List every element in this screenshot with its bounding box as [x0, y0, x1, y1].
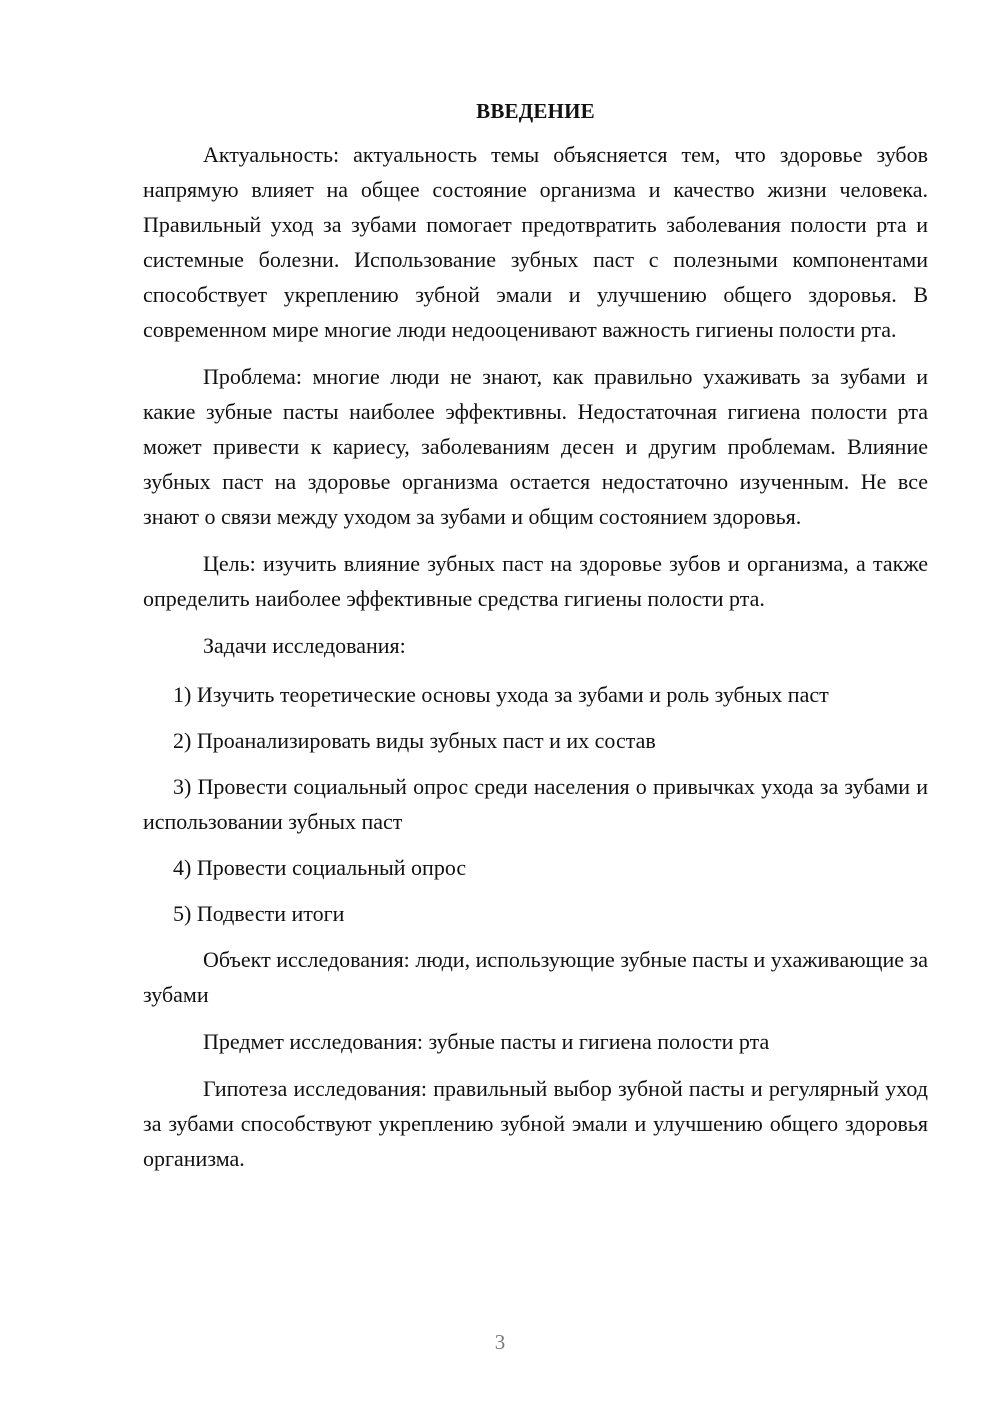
paragraph-tasks-title: Задачи исследования:: [203, 633, 406, 658]
paragraph-hypothesis: Гипотеза исследования: правильный выбор зубной пасты и регулярный уход за зубами способствуют укреплению зубной эмали и улучшению общего здоровья организма.: [143, 1076, 928, 1171]
section-heading: ВВЕДЕНИЕ: [476, 99, 595, 123]
paragraph-object: Объект исследования: люди, использующие зубные пасты и ухаживающие за зубами: [143, 947, 928, 1007]
paragraph-problem: Проблема: многие люди не знают, как правильно ухаживать за зубами и какие зубные пасты наиболее эффективны. Недостаточная гигиена полости рта может привести к кариесу, заболеваниям десен и другим проблемам. Влияние зубных паст на здоровье организма остается недостаточно изученным. Не все знают о связи между уходом за зубами и общим состоянием здоровья.: [143, 364, 928, 529]
paragraph-subject: Предмет исследования: зубные пасты и гигиена полости рта: [203, 1029, 770, 1054]
tasks-list: [143, 677, 928, 931]
page-content: [143, 96, 928, 1188]
list-item: 5) Подвести итоги: [173, 901, 345, 926]
list-item: 4) Провести социальный опрос: [173, 855, 467, 880]
list-item: 3) Провести социальный опрос среди населения о привычках ухода за зубами и использовании зубных паст: [143, 774, 928, 834]
list-item: 1) Изучить теоретические основы ухода за зубами и роль зубных паст: [173, 682, 829, 707]
paragraph-relevance: Актуальность: актуальность темы объясняется тем, что здоровье зубов напрямую влияет на общее состояние организма и качество жизни человека. Правильный уход за зубами помогает предотвратить заболевания полости рта и системные болезни. Использование зубных паст с полезными компонентами способствует укреплению зубной эмали и улучшению общего здоровья. В современном мире многие люди недооценивают важность гигиены полости рта.: [143, 142, 928, 342]
paragraph-goal: Цель: изучить влияние зубных паст на здоровье зубов и организма, а также определить наиболее эффективные средства гигиены полости рта.: [143, 551, 928, 611]
list-item: 2) Проанализировать виды зубных паст и их состав: [173, 728, 656, 753]
page-number: 3: [494, 1330, 506, 1354]
